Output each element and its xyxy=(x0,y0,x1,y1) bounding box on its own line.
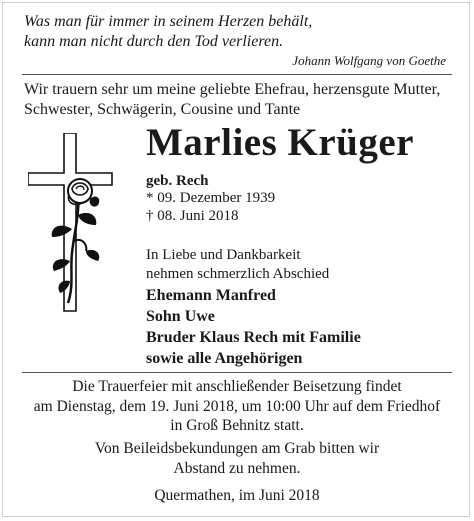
funeral-line: am Dienstag, dem 19. Juni 2018, um 10:00 Uhr auf dem Friedhof xyxy=(33,397,441,415)
funeral-line: in Groß Behnitz statt. xyxy=(170,417,304,434)
born-name: geb. Rech xyxy=(146,173,209,189)
intro-line: Wir trauern sehr um meine geliebte Ehefrau, herzensgute Mutter, xyxy=(24,81,441,98)
mourners-intro-line: nehmen schmerzlich Abschied xyxy=(146,266,330,282)
intro-text xyxy=(24,80,454,120)
divider-bottom xyxy=(22,372,452,373)
funeral-info xyxy=(0,377,474,436)
deceased-name: Marlies Krüger xyxy=(146,121,414,164)
quote xyxy=(24,12,444,52)
quote-author: Johann Wolfgang von Goethe xyxy=(292,53,446,68)
quote-line: Was man für immer in seinem Herzen behält, xyxy=(24,13,313,30)
cross-with-rose-icon xyxy=(28,133,128,318)
birth-date: * 09. Dezember 1939 xyxy=(146,190,276,206)
mourners-list xyxy=(146,285,361,369)
condolence-line: Abstand zu nehmen. xyxy=(173,459,301,477)
quote-line: kann man nicht durch den Tod verlieren. xyxy=(24,33,284,50)
mourners-intro xyxy=(146,246,329,284)
intro-line: Schwester, Schwägerin, Cousine und Tante xyxy=(24,101,301,118)
place-date: Quermathen, im Juni 2018 xyxy=(154,487,320,504)
condolence-note xyxy=(0,439,474,478)
condolence-line: Von Beileidsbekundungen am Grab bitten wir xyxy=(94,440,380,457)
mourner: Sohn Uwe xyxy=(146,308,215,325)
death-date: † 08. Juni 2018 xyxy=(146,208,239,224)
mourner: Ehemann Manfred xyxy=(146,287,276,304)
divider-top xyxy=(22,74,452,75)
mourners-intro-line: In Liebe und Dankbarkeit xyxy=(146,247,301,263)
life-dates xyxy=(146,189,275,225)
funeral-line: Die Trauerfeier mit anschließender Beisetzung findet xyxy=(72,378,402,395)
mourner: Bruder Klaus Rech mit Familie xyxy=(146,329,361,346)
mourner: sowie alle Angehörigen xyxy=(146,350,303,367)
